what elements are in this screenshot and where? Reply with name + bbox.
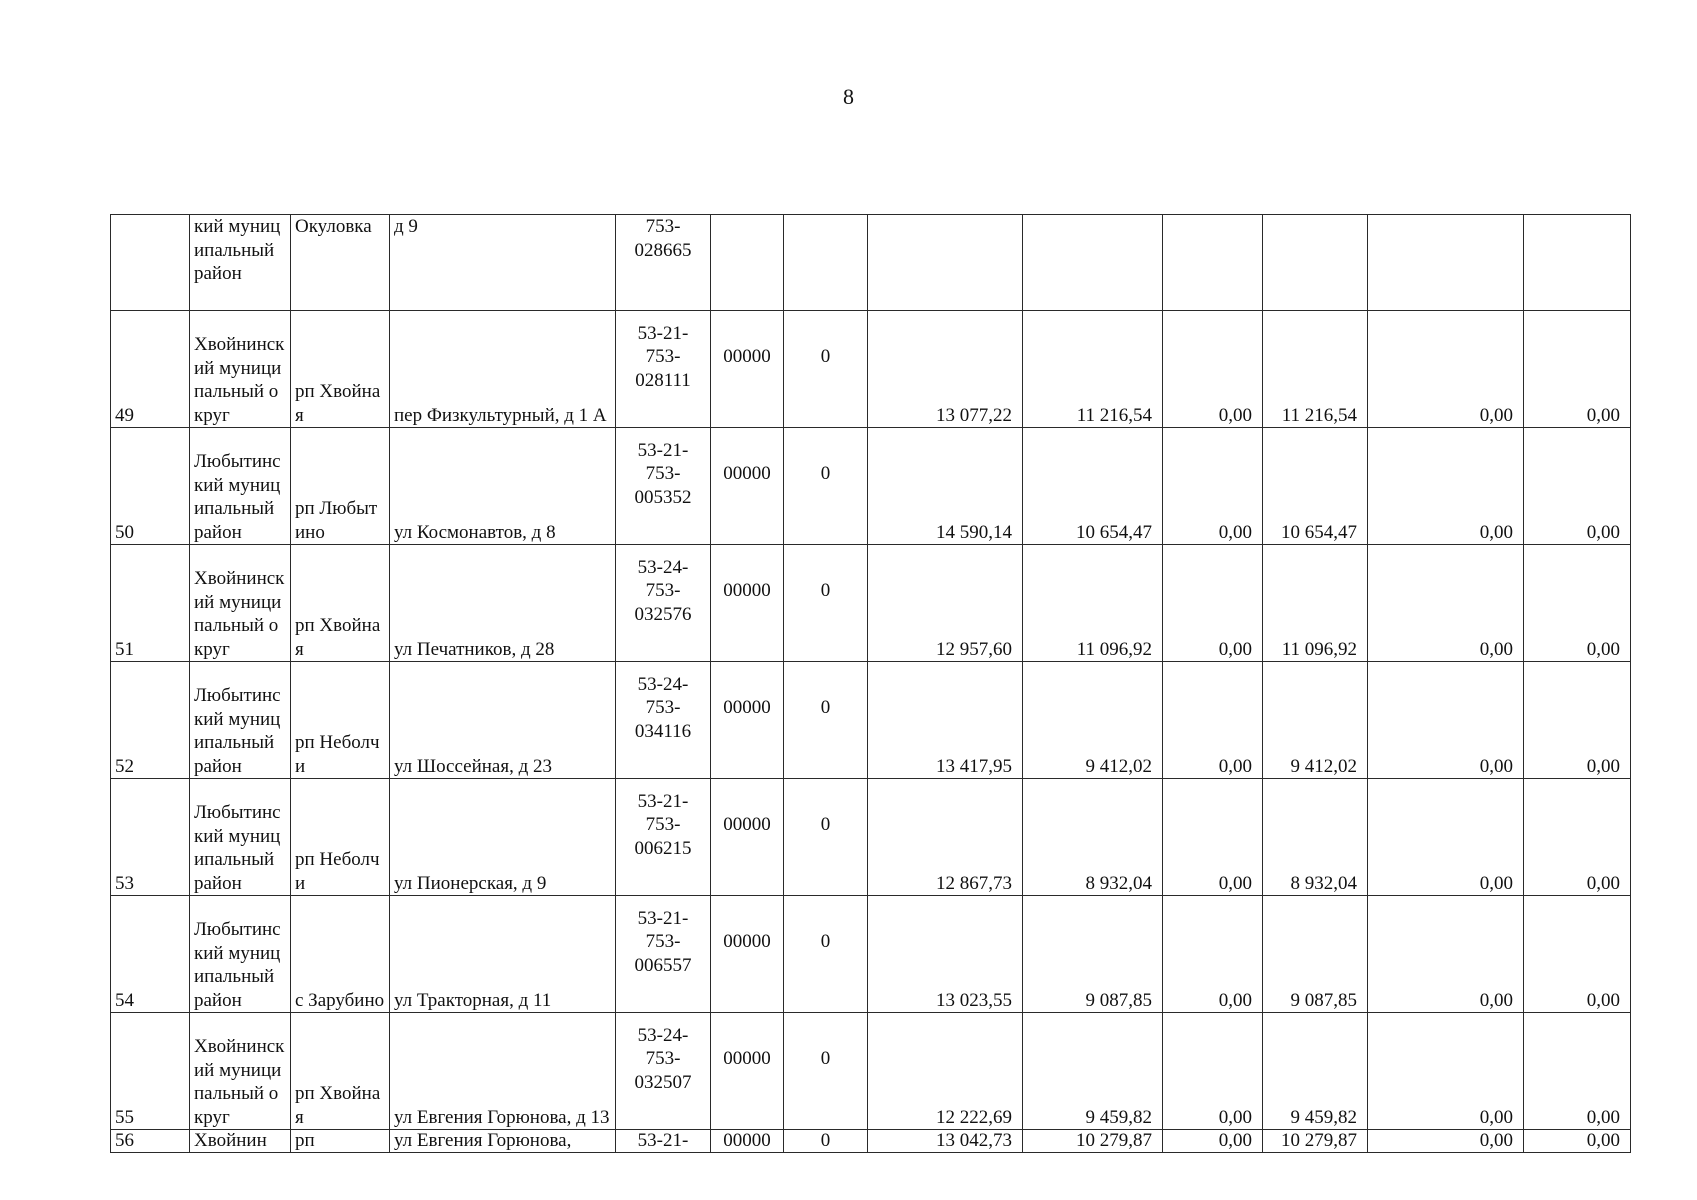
value-cell: 9 412,02 (1263, 662, 1368, 779)
settlement-cell: Окуловка (291, 215, 390, 311)
code-line: 028111 (635, 369, 691, 391)
value-cell: 13 042,73 (868, 1130, 1023, 1153)
value-cell: 12 222,69 (868, 1013, 1023, 1130)
code-part-cell: 00000 (711, 1130, 784, 1153)
code-part-cell (711, 215, 784, 311)
value-cell: 0,00 (1163, 428, 1263, 545)
value-cell: 0,00 (1368, 545, 1524, 662)
code-line: 753- (645, 1048, 681, 1070)
value-cell: 10 279,87 (1263, 1130, 1368, 1153)
value-cell: 0,00 (1524, 311, 1631, 428)
settlement-cell: рп Неболчи (291, 662, 390, 779)
flag-value: 0 (820, 580, 831, 602)
row-number-cell: 49 (111, 311, 190, 428)
value-cell: 0,00 (1524, 896, 1631, 1013)
code-cell (616, 896, 711, 1013)
code-part-cell (711, 779, 784, 896)
code-cell (616, 662, 711, 779)
value-cell: 9 412,02 (1023, 662, 1163, 779)
code-part-value: 00000 (723, 814, 771, 836)
district-cell: Любытинский муниципальный район (190, 662, 291, 779)
code-line: 53-21- (637, 907, 689, 929)
code-line: 753- (645, 931, 681, 953)
code-line: 53-24- (637, 556, 689, 578)
value-cell: 10 654,47 (1263, 428, 1368, 545)
flag-cell (784, 545, 868, 662)
value-cell: 11 216,54 (1263, 311, 1368, 428)
value-cell: 12 957,60 (868, 545, 1023, 662)
address-cell: ул Тракторная, д 11 (390, 896, 616, 1013)
flag-value: 0 (820, 931, 831, 953)
code-cell: 753- 028665 (616, 215, 711, 311)
value-cell (1163, 215, 1263, 311)
value-cell: 13 023,55 (868, 896, 1023, 1013)
code-part-cell (711, 311, 784, 428)
settlement-cell: рп (291, 1130, 390, 1153)
address-cell: пер Физкультурный, д 1 А (390, 311, 616, 428)
table-row-partial (111, 1130, 1631, 1153)
value-cell (1263, 215, 1368, 311)
value-cell: 0,00 (1163, 1130, 1263, 1153)
flag-value: 0 (820, 346, 831, 368)
value-cell: 9 459,82 (1023, 1013, 1163, 1130)
value-cell: 0,00 (1524, 1130, 1631, 1153)
table-row-continued (111, 215, 1631, 311)
value-cell: 0,00 (1368, 1013, 1524, 1130)
code-cell: 53-21- (616, 1130, 711, 1153)
code-line: 032576 (634, 603, 692, 625)
code-line: 53-21- (637, 322, 689, 344)
value-cell: 14 590,14 (868, 428, 1023, 545)
address-cell: ул Евгения Горюнова, д 13 (390, 1013, 616, 1130)
code-part-value: 00000 (723, 580, 771, 602)
table-row (111, 896, 1631, 1013)
address-cell: д 9 (390, 215, 616, 311)
value-cell: 0,00 (1524, 545, 1631, 662)
value-cell: 13 417,95 (868, 662, 1023, 779)
code-cell (616, 311, 711, 428)
data-table (110, 214, 1631, 1153)
value-cell: 0,00 (1524, 1013, 1631, 1130)
address-cell: ул Космонавтов, д 8 (390, 428, 616, 545)
value-cell: 0,00 (1163, 545, 1263, 662)
value-cell: 10 279,87 (1023, 1130, 1163, 1153)
district-cell: Хвойнинский муниципальный округ (190, 545, 291, 662)
settlement-cell: рп Хвойная (291, 1013, 390, 1130)
value-cell: 0,00 (1163, 662, 1263, 779)
row-number-cell: 50 (111, 428, 190, 545)
value-cell (1023, 215, 1163, 311)
value-cell (1524, 215, 1631, 311)
flag-value: 0 (820, 814, 831, 836)
code-part-value: 00000 (723, 931, 771, 953)
value-cell: 0,00 (1524, 662, 1631, 779)
value-cell: 8 932,04 (1263, 779, 1368, 896)
value-cell: 8 932,04 (1023, 779, 1163, 896)
flag-cell (784, 896, 868, 1013)
code-part-cell (711, 1013, 784, 1130)
value-cell: 13 077,22 (868, 311, 1023, 428)
code-line: 753- (645, 463, 681, 485)
code-part-value: 00000 (723, 346, 771, 368)
code-part-cell (711, 545, 784, 662)
flag-cell (784, 779, 868, 896)
value-cell: 12 867,73 (868, 779, 1023, 896)
value-cell (1368, 215, 1524, 311)
code-line: 53-21- (637, 790, 689, 812)
code-line: 53-24- (637, 1024, 689, 1046)
code-cell (616, 545, 711, 662)
value-cell: 0,00 (1163, 1013, 1263, 1130)
flag-value: 0 (820, 697, 831, 719)
code-line: 753- (645, 580, 681, 602)
table-row (111, 1013, 1631, 1130)
district-cell: Хвойнинский муниципальный округ (190, 1013, 291, 1130)
flag-cell (784, 662, 868, 779)
settlement-cell: с Зарубино (291, 896, 390, 1013)
settlement-cell: рп Хвойная (291, 545, 390, 662)
value-cell: 0,00 (1368, 662, 1524, 779)
value-cell: 9 087,85 (1023, 896, 1163, 1013)
code-part-cell (711, 428, 784, 545)
value-cell: 0,00 (1368, 896, 1524, 1013)
district-cell: кий муниципальный район (190, 215, 291, 311)
value-cell: 9 087,85 (1263, 896, 1368, 1013)
code-line: 753- (645, 346, 681, 368)
value-cell (868, 215, 1023, 311)
value-cell: 0,00 (1368, 428, 1524, 545)
flag-cell (784, 428, 868, 545)
row-number-cell: 54 (111, 896, 190, 1013)
address-cell: ул Евгения Горюнова, (390, 1130, 616, 1153)
row-number-cell: 56 (111, 1130, 190, 1153)
row-number-cell: 52 (111, 662, 190, 779)
value-cell: 11 216,54 (1023, 311, 1163, 428)
code-cell (616, 1013, 711, 1130)
row-number-cell: 55 (111, 1013, 190, 1130)
value-cell: 10 654,47 (1023, 428, 1163, 545)
code-part-cell (711, 896, 784, 1013)
code-line: 034116 (634, 720, 692, 742)
settlement-cell: рп Неболчи (291, 779, 390, 896)
code-line: 032507 (634, 1071, 692, 1093)
address-cell: ул Пионерская, д 9 (390, 779, 616, 896)
code-part-value: 00000 (723, 697, 771, 719)
code-line: 006557 (634, 954, 692, 976)
district-cell: Любытинский муниципальный район (190, 896, 291, 1013)
district-cell: Любытинский муниципальный район (190, 428, 291, 545)
value-cell: 0,00 (1524, 779, 1631, 896)
table-row (111, 779, 1631, 896)
settlement-cell: рп Хвойная (291, 311, 390, 428)
value-cell: 11 096,92 (1023, 545, 1163, 662)
code-line: 005352 (634, 486, 692, 508)
flag-cell (784, 311, 868, 428)
value-cell: 0,00 (1163, 779, 1263, 896)
table-row (111, 311, 1631, 428)
page-number: 8 (843, 84, 854, 109)
value-cell: 0,00 (1368, 311, 1524, 428)
row-number-cell (111, 215, 190, 311)
table-row (111, 545, 1631, 662)
code-cell (616, 779, 711, 896)
code-cell (616, 428, 711, 545)
table-body (111, 215, 1631, 1153)
row-number-cell: 51 (111, 545, 190, 662)
district-cell: Хвойнин (190, 1130, 291, 1153)
district-cell: Хвойнинский муниципальный округ (190, 311, 291, 428)
table-row (111, 428, 1631, 545)
code-line: 753- (645, 697, 681, 719)
code-line: 753- (645, 814, 681, 836)
settlement-cell: рп Любытино (291, 428, 390, 545)
code-line: 006215 (634, 837, 692, 859)
table-row (111, 662, 1631, 779)
value-cell: 0,00 (1163, 311, 1263, 428)
value-cell: 0,00 (1368, 1130, 1524, 1153)
value-cell: 0,00 (1163, 896, 1263, 1013)
row-number-cell: 53 (111, 779, 190, 896)
code-line: 53-24- (637, 673, 689, 695)
address-cell: ул Шоссейная, д 23 (390, 662, 616, 779)
code-part-value: 00000 (723, 463, 771, 485)
flag-value: 0 (820, 463, 831, 485)
flag-cell: 0 (784, 1130, 868, 1153)
value-cell: 11 096,92 (1263, 545, 1368, 662)
value-cell: 0,00 (1368, 779, 1524, 896)
address-cell: ул Печатников, д 28 (390, 545, 616, 662)
value-cell: 9 459,82 (1263, 1013, 1368, 1130)
flag-cell (784, 215, 868, 311)
district-cell: Любытинский муниципальный район (190, 779, 291, 896)
code-part-cell (711, 662, 784, 779)
value-cell: 0,00 (1524, 428, 1631, 545)
code-part-value: 00000 (723, 1048, 771, 1070)
code-line: 53-21- (637, 439, 689, 461)
flag-value: 0 (820, 1048, 831, 1070)
flag-cell (784, 1013, 868, 1130)
